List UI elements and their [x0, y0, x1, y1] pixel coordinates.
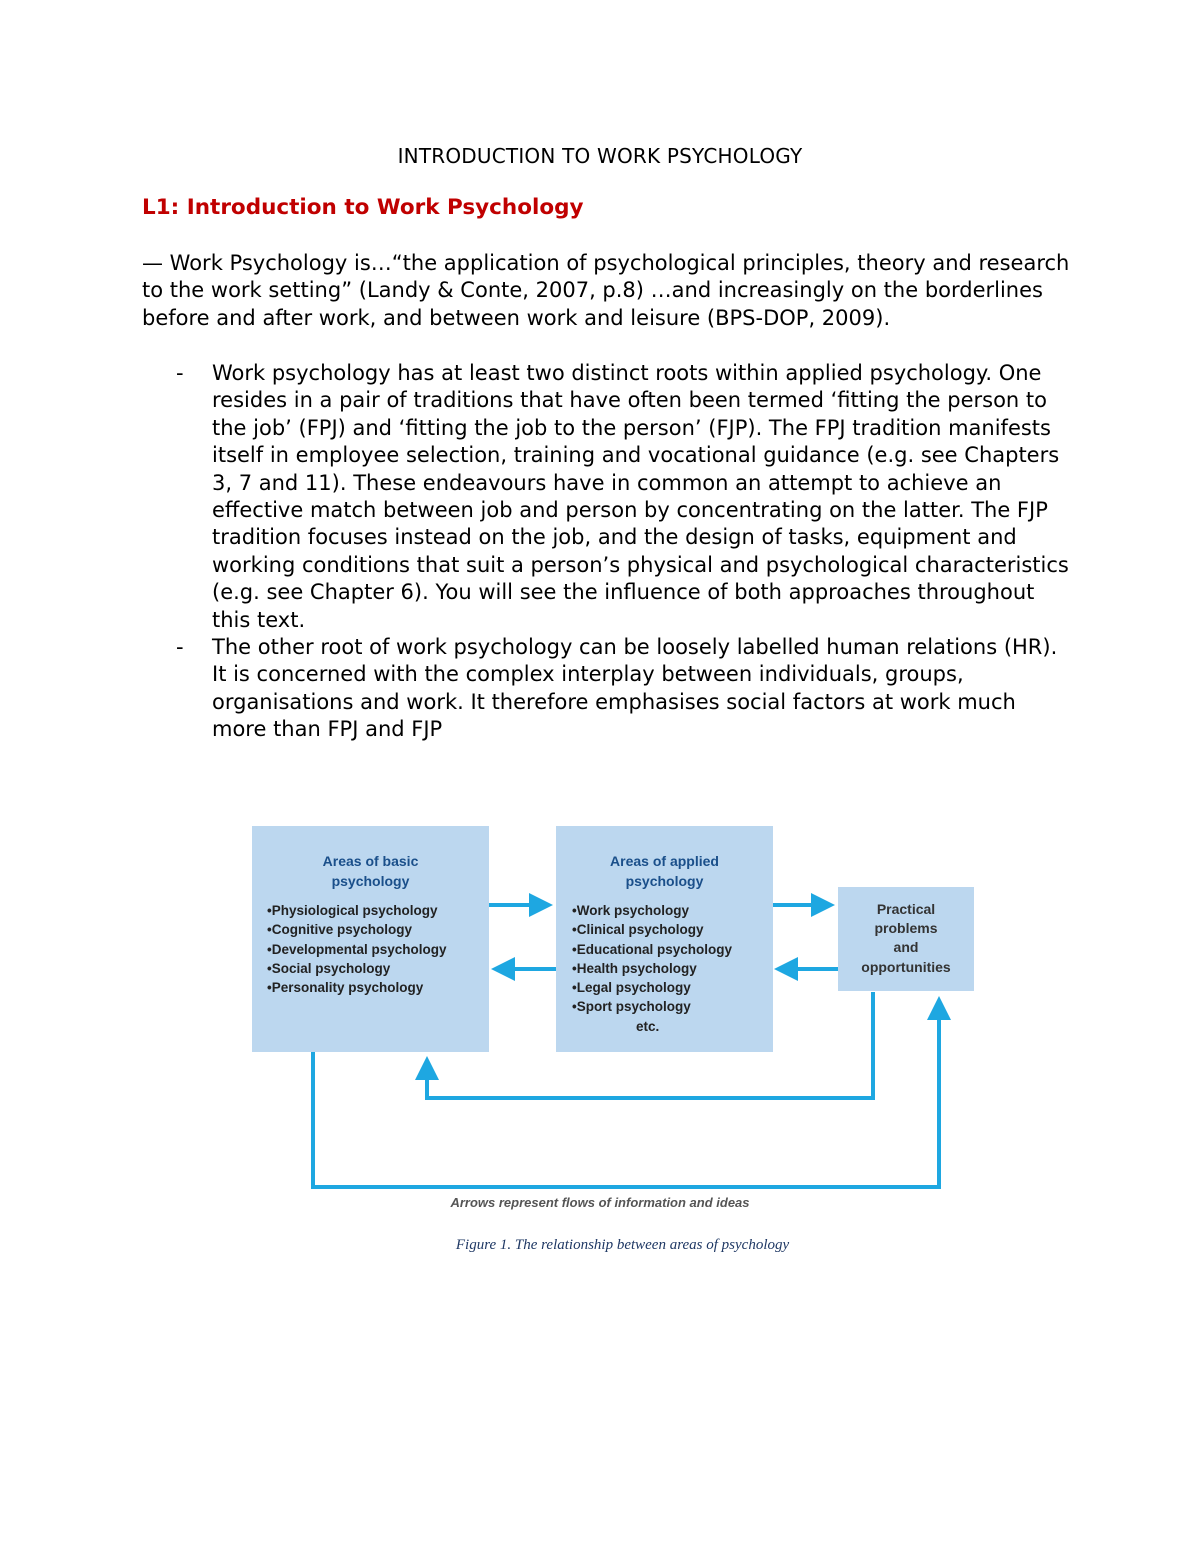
- list-item: • Cognitive psychology: [267, 920, 489, 939]
- bullet-item: [142, 360, 1072, 634]
- intro-paragraph: — Work Psychology is…“the application of psychological principles, theory and research to the work setting” (Landy & Conte, 2007, p.8) …and increasingly on the borderlines before and after work, and between work and leisure (BPS-DOP, 2009).: [142, 251, 1070, 330]
- basic-list: [267, 901, 489, 997]
- practical-line2: problems: [874, 920, 938, 937]
- practical-text: [838, 900, 974, 977]
- bullet-list: [142, 360, 1072, 744]
- page-title: INTRODUCTION TO WORK PSYCHOLOGY: [397, 144, 803, 168]
- lecture-heading: L1: Introduction to Work Psychology: [142, 195, 584, 220]
- list-item: • Clinical psychology: [572, 920, 773, 939]
- bullet-item: [142, 634, 1072, 744]
- bullet-marker: -: [176, 635, 184, 660]
- basic-psychology-box: [252, 826, 489, 1052]
- practical-line4: opportunities: [861, 958, 951, 975]
- basic-title-line1: Areas of basic: [322, 853, 419, 869]
- basic-title-line2: psychology: [331, 873, 410, 889]
- applied-etc: etc.: [636, 1018, 660, 1034]
- applied-list: [572, 901, 773, 1017]
- applied-box-title: [556, 851, 773, 891]
- psychology-areas-diagram: [245, 820, 985, 1220]
- list-item: • Work psychology: [572, 901, 773, 920]
- diagram-note: Arrows represent flows of information and ideas: [450, 1195, 750, 1210]
- list-item: • Social psychology: [267, 959, 489, 978]
- applied-psychology-box: [556, 826, 773, 1052]
- applied-title-line2: psychology: [625, 873, 704, 889]
- practical-line3: and: [893, 939, 919, 956]
- bullet-marker: -: [176, 361, 184, 385]
- list-item: • Personality psychology: [267, 978, 489, 997]
- list-item: • Legal psychology: [572, 978, 773, 997]
- list-item: • Educational psychology: [572, 940, 773, 959]
- list-item: • Sport psychology: [572, 997, 773, 1016]
- basic-box-title: [252, 851, 489, 891]
- list-item: • Health psychology: [572, 959, 773, 978]
- figure-caption: Figure 1. The relationship between areas of psychology: [455, 1237, 790, 1253]
- bullet-text: The other root of work psychology can be loosely labelled human relations (HR). It is concerned with the complex interplay between individuals, groups, organisations and work. It therefore emphasises social factors at work much more than FPJ and FJP: [212, 635, 1058, 742]
- list-item: • Developmental psychology: [267, 940, 489, 959]
- list-item: • Physiological psychology: [267, 901, 489, 920]
- practical-line1: Practical: [876, 901, 936, 917]
- applied-title-line1: Areas of applied: [610, 853, 719, 869]
- bullet-text: Work psychology has at least two distinct roots within applied psychology. One resides in a pair of traditions that have often been termed ‘fitting the person to the job’ (FPJ) and ‘fitting the job to the person’ (FJP). The FPJ tradition manifests itself in employee selection, training and vocational guidance (e.g. see Chapters 3, 7 and 11). These endeavours have in common an attempt to achieve an effective match between job and person by concentrating on the latter. The FJP tradition focuses instead on the job, and the design of tasks, equipment and working conditions that suit a person’s physical and psychological characteristics (e.g. see Chapter 6). You will see the influence of both approaches throughout this text.: [212, 361, 1069, 632]
- practical-problems-box: [838, 887, 974, 991]
